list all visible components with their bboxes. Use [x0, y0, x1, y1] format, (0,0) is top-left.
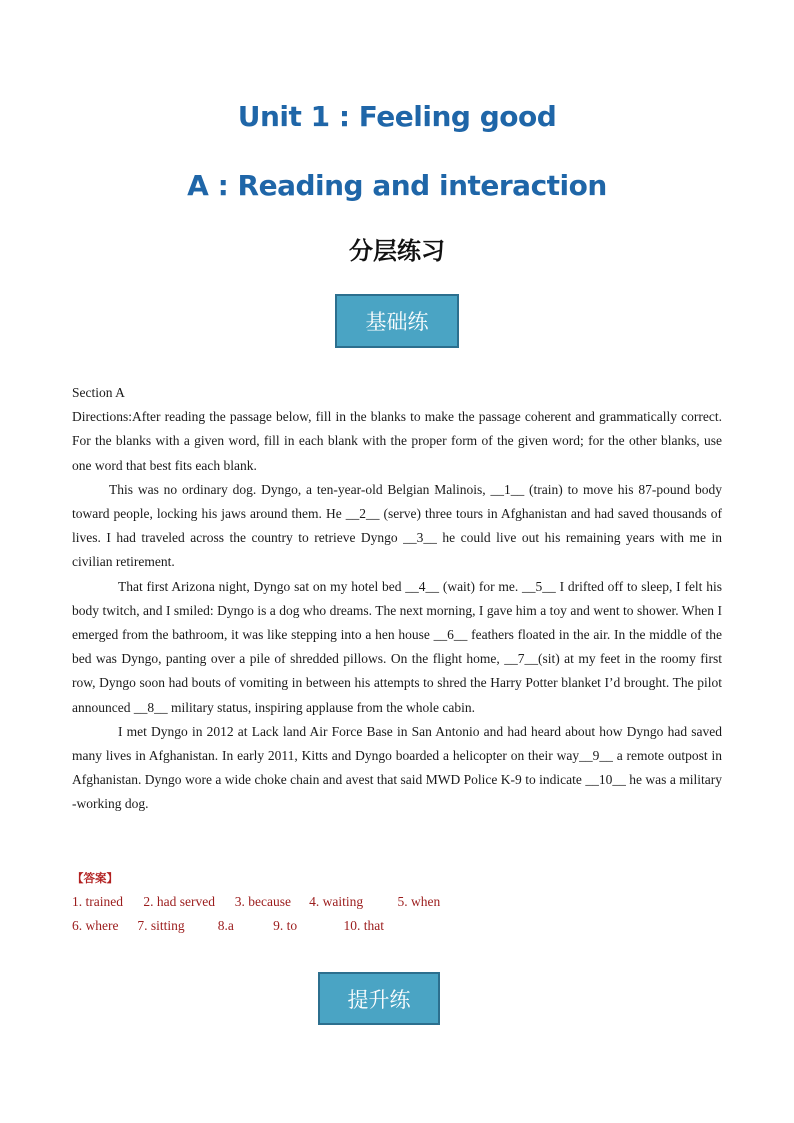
passage-paragraph-1: This was no ordinary dog. Dyngo, a ten-year-old Belgian Malinois, __1__ (train) to move his 87-pound body toward people, locking his jaws around them. He __2__ (serve) three tours in Afghanistan and had saved thousands of lives. I had traveled across the country to retrieve Dyngo __3__ he could live out his remaining years with me in civilian retirement. [72, 481, 722, 570]
answer-item: 3. because [234, 894, 291, 910]
basic-practice-text: 基础练 [365, 310, 429, 334]
layered-practice-title: 分层练习 [349, 237, 445, 265]
answer-item: 5. when [397, 894, 441, 910]
directions-text: Directions:After reading the passage below, fill in the blanks to make the passage coherent and grammatically correct. For the blanks with a given word, fill in each blank with the proper form of the given word; for the other blanks, use one word that best fits each blank. [72, 409, 722, 473]
answer-item: 8.a [217, 918, 234, 934]
exercise-content [72, 381, 722, 817]
answer-item: 10. that [343, 918, 384, 934]
answer-key [72, 866, 722, 939]
answer-item: 4. waiting [309, 894, 364, 910]
advanced-practice-text: 提升练 [347, 987, 411, 1012]
answer-item: 1. trained [72, 894, 123, 910]
basic-practice-label [335, 294, 459, 348]
answer-item: 9. to [273, 918, 298, 934]
section-title: A : Reading and interaction [187, 169, 607, 202]
answer-row-2 [72, 914, 722, 938]
answer-item: 6. where [72, 918, 119, 934]
answer-item: 2. had served [143, 894, 215, 910]
answer-row-1 [72, 890, 722, 914]
passage-paragraph-2: That first Arizona night, Dyngo sat on my hotel bed __4__ (wait) for me. __5__ I drifted off to sleep, I felt his body twitch, and I smiled: Dyngo is a dog who dreams. The next morning, I gave him a toy and went to shower. When I emerged from the bathroom, it was like stepping into a hen house __6__ feathers floated in the air. In the middle of the bed was Dyngo, panting over a pile of shredded pillows. On the flight home, __7__(sit) at my feet in the roomy first row, Dyngo soon had bouts of vomiting in between his attempts to shred the Harry Potter blanket I’d brought. The pilot announced __8__ military status, inspiring applause from the whole cabin. [72, 578, 722, 715]
advanced-practice-label [318, 972, 440, 1025]
passage-paragraph-3: I met Dyngo in 2012 at Lack land Air Force Base in San Antonio and had heard about how Dyngo had saved many lives in Afghanistan. In early 2011, Kitts and Dyngo boarded a helicopter on their way__9__ a remote outpost in Afghanistan. Dyngo wore a wide choke chain and avest that said MWD Police K-9 to indicate __10__ he was a military -working dog. [72, 723, 722, 812]
answer-item: 7. sitting [137, 918, 185, 934]
unit-title: Unit 1 : Feeling good [237, 100, 557, 133]
section-heading: Section A [72, 385, 125, 400]
answer-label: 【答案】 [72, 871, 118, 885]
